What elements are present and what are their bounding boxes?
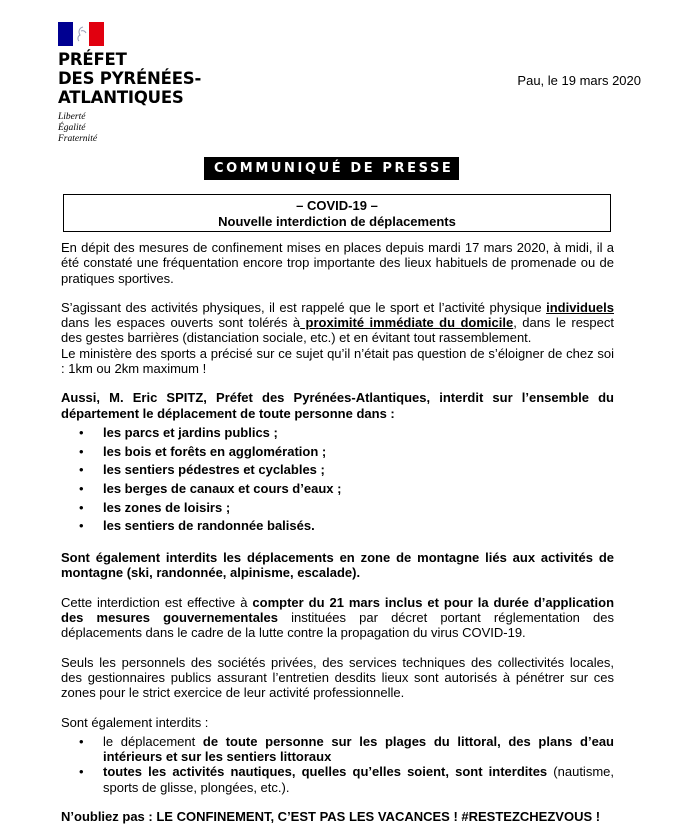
prefecture-name: [58, 50, 208, 107]
p2-text-c: dans les espaces ouverts sont tolérés à: [61, 315, 301, 331]
p6-bold-text: compter du 21 mars inclus et pour la durée d’application des mesures gouvernementales: [61, 594, 615, 626]
list-item: • les berges de canaux et cours d’eaux ;: [103, 480, 614, 499]
p2-emphasis-proximite: proximité immédiate du domicile: [300, 315, 514, 331]
paragraph-mountain: [61, 550, 614, 581]
logo-line-1: PRÉFET: [58, 50, 127, 69]
motto-fraternite: Fraternité: [58, 134, 98, 144]
b1-text-a: le déplacement: [103, 733, 203, 749]
list-item: [103, 734, 614, 765]
also-forbidden-list: [61, 734, 614, 795]
p2-text-a: S’agissant des activités physiques, il est rappelé que le sport et l’activité physique: [61, 299, 547, 315]
list-item: • les bois et forêts en agglomération ;: [103, 443, 614, 462]
title-line-2: Nouvelle interdiction de déplacements: [218, 214, 456, 229]
marianne-profile-icon: [68, 24, 94, 44]
paragraph-also-forbidden: Sont également interdits :: [61, 714, 209, 730]
paragraph-prefect-decision: [61, 390, 614, 421]
press-release-banner: COMMUNIQUÉ DE PRESSE: [204, 157, 459, 180]
paragraph-ministry: Le ministère des sports a précisé sur ce sujet qu’il n’était pas question de s’éloigner de chez soi : 1km ou 2km maximum !: [61, 345, 614, 377]
paragraph-exceptions: Seuls les personnels des sociétés privées, des services techniques des collectivités locales, des gestionnaires publics assurant l’entretien desdits lieux sont autorisés à pénétrer sur ces zones pour le strict exercice de leur activité professionnelle.: [61, 654, 614, 701]
motto-egalite: Égalité: [58, 123, 86, 133]
paragraph-intro: En dépit des mesures de confinement mises en places depuis mardi 17 mars 2020, à midi, il a été constaté une fréquentation encore trop importante des lieux habituels de promenade ou de pratiques sportives.: [61, 240, 614, 286]
list-item: • les parcs et jardins publics ;: [103, 424, 614, 443]
p2-emphasis-individuels: individuels: [546, 299, 614, 315]
b2-text-b: (nautisme, sports de glisse, plongées, etc.).: [103, 764, 614, 795]
b2-bold-text: toutes les activités nautiques, quelles qu’elles soient, sont interdites: [103, 764, 548, 780]
document-body: [61, 240, 614, 824]
logo-line-3: ATLANTIQUES: [58, 88, 184, 107]
closing-slogan: [61, 809, 614, 824]
paragraph-effective-date: [61, 595, 614, 641]
p6-text-c: instituées par décret portant réglementation des déplacements dans le cadre de la lutte contre la propagation du virus COVID-19.: [61, 610, 614, 641]
forbidden-places-list: [61, 424, 614, 536]
p4-bold-text: Aussi, M. Eric SPITZ, Préfet des Pyrénées-Atlantiques, interdit sur l’ensemble du département le déplacement de toute personne dans :: [61, 390, 614, 421]
list-item: • les sentiers de randonnée balisés.: [103, 517, 614, 536]
document-date: Pau, le 19 mars 2020: [517, 73, 641, 88]
paragraph-physical-activity: [61, 300, 614, 346]
list-item: • les sentiers pédestres et cyclables ;: [103, 461, 614, 480]
list-item: [103, 764, 614, 795]
closing-bold-text: N’oubliez pas : LE CONFINEMENT, C’EST PAS LES VACANCES ! #RESTEZCHEZVOUS !: [61, 809, 601, 825]
p5-bold-text: Sont également interdits les déplacements en zone de montagne liés aux activités de montagne (ski, randonnée, alpinisme, escalade).: [61, 550, 614, 581]
list-item: • les zones de loisirs ;: [103, 499, 614, 518]
b1-bold-text: de toute personne sur les plages du littoral, des plans d’eau intérieurs et sur les sentiers littoraux: [103, 733, 614, 765]
logo-line-2: DES PYRÉNÉES-: [58, 69, 202, 88]
p6-text-a: Cette interdiction est effective à: [61, 594, 253, 610]
motto-liberte: Liberté: [58, 112, 86, 122]
title-line-1: – COVID-19 –: [296, 198, 378, 213]
french-flag-icon: [58, 22, 104, 46]
p2-text-e: , dans le respect des gestes barrières (distanciation sociale, etc.) et en évitant tout rassemblement.: [61, 315, 614, 346]
prefecture-logo: [58, 22, 208, 145]
republic-motto: [58, 112, 208, 145]
title-box: [63, 194, 611, 232]
